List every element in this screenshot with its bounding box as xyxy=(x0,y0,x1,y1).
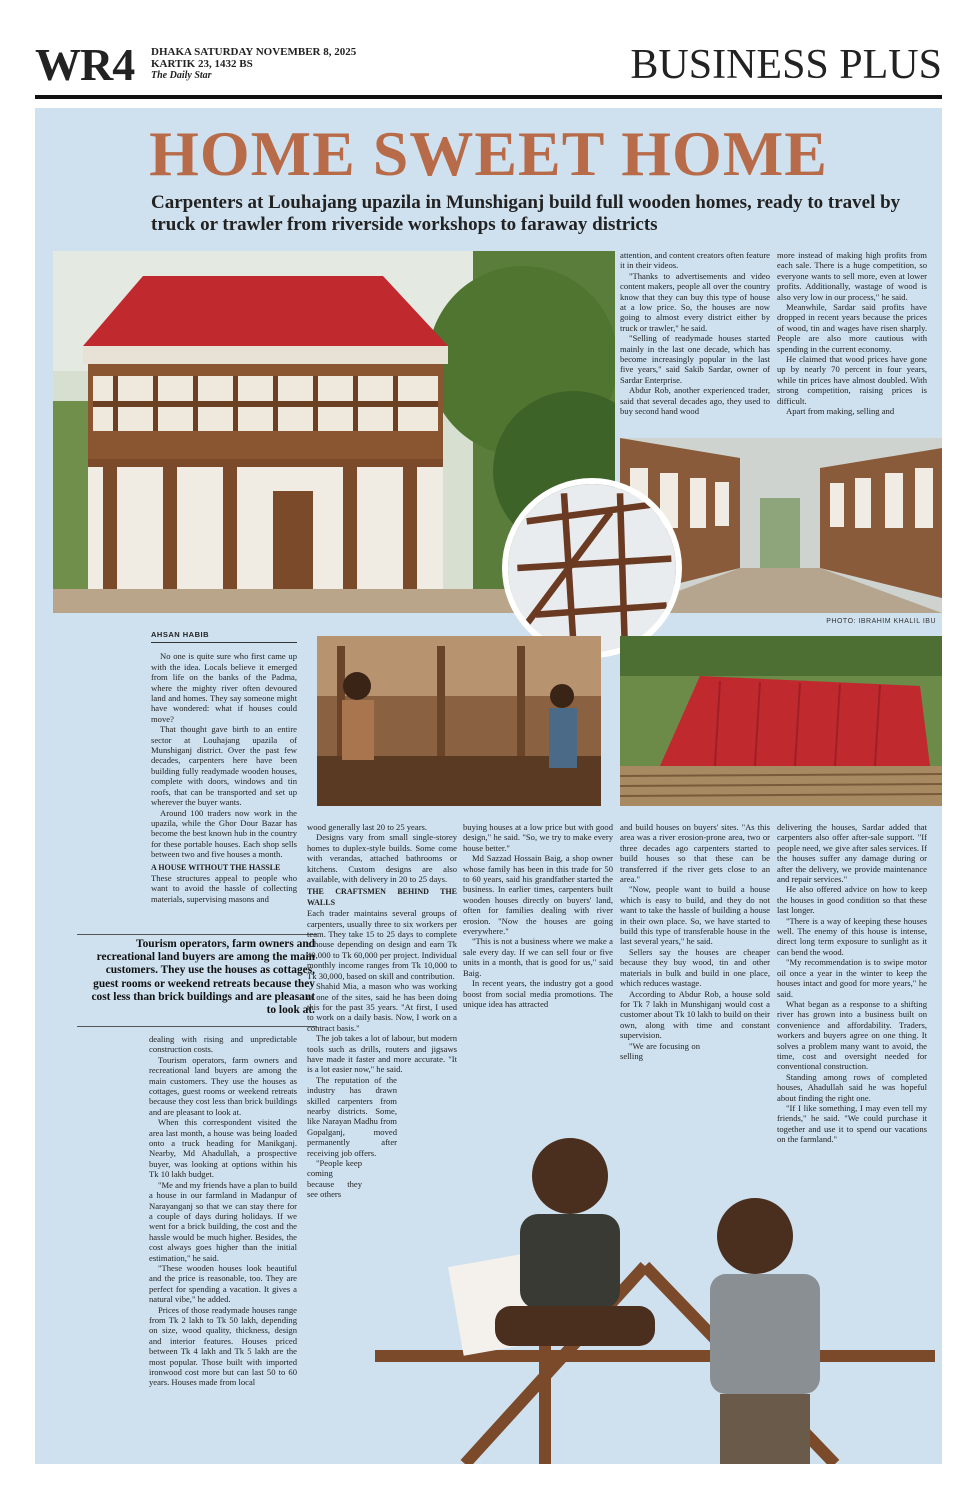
paragraph: "Selling of readymade houses started mainly in the last one decade, which has become increasingly popular in the last five years," said Sakib Sardar, owner of Sardar Enterprise. xyxy=(620,333,770,385)
paragraph: He claimed that wood prices have gone up by nearly 70 percent in four years, while tin prices have almost doubled. With strong competition, raising prices is difficult. xyxy=(777,354,927,406)
article-column-4-lower xyxy=(620,822,770,1061)
paragraph: The reputation of the industry has drawn skilled carpenters from nearby districts. Some, like Narayan Madhu from Gopalganj, moved permanently after receiving job offers. xyxy=(307,1074,397,1158)
paragraph: "There is a way of keeping these houses well. The enemy of this house is intense, direct long term exposure to sunlight as it can bend the wood. xyxy=(777,915,927,957)
paragraph: According to Abdur Rob, a house sold for Tk 7 lakh in Munshiganj would cost a customer about Tk 10 lakh to build on their own, along with time and constant supervision. xyxy=(620,988,770,1041)
paragraph: Standing among rows of completed houses, Ahadullah said he was hopeful about finding the right one. xyxy=(777,1071,927,1103)
photo-credit: PHOTO: IBRAHIM KHALIL IBU xyxy=(826,618,936,625)
pullquote: Tourism operators, farm owners and recreational land buyers are among the main customers. They use the houses as cottages, guest rooms or weekend retreats because they cost less than brick buildings and are pleasant to look at. xyxy=(91,938,315,1017)
photo-red-tin-roof xyxy=(620,636,942,806)
paragraph: The job takes a lot of labour, but modern tools such as drills, routers and jigsaws have made it faster and more accurate. "It is a lot easier now," he said. xyxy=(307,1033,457,1075)
paragraph: delivering the houses, Sardar added that carpenters also offer after-sale support. "If people need, we give after sales services. If the houses suffer any damage during or after the delivery, we provide maintenance and repair services." xyxy=(777,822,927,885)
section-title: BUSINESS PLUS xyxy=(630,42,942,88)
photo-roof-frame-inset xyxy=(502,478,682,658)
paragraph: "Now, people want to build a house which is easy to build, and they do not want to take the hassle of building a house in their own place. So, we have started to build this type of transferable house in the last several years," he said. xyxy=(620,884,770,947)
paragraph: "We are focusing on selling xyxy=(620,1040,700,1061)
paragraph: Shahid Mia, a mason who was working at one of the sites, said he has been doing this for the past 35 years. "At first, I used to work on a daily basis. Now, I work on a contract basis." xyxy=(307,981,457,1033)
article-column-5-upper xyxy=(777,250,927,417)
paragraph: "These wooden houses look beautiful and the price is reasonable, too. They are perfect for spending a vacation. It gives a natural vibe," he added. xyxy=(149,1262,297,1305)
paper-name: The Daily Star xyxy=(151,70,212,81)
paragraph: "If I like something, I may even tell my friends," he said. "We could purchase it together and use it to spend our vacations on the farmland." xyxy=(777,1102,927,1145)
pullquote-rule xyxy=(77,934,317,935)
dateline xyxy=(151,46,356,82)
article-panel xyxy=(35,108,942,1464)
paragraph: In recent years, the industry got a good boost from social media promotions. The unique idea has attracted xyxy=(463,978,613,1009)
paragraph: and build houses on buyers' sites. "As this area was a river erosion-prone area, two or three decades ago carpenters started to build houses so that these can be transferred if the river gets close to an area." xyxy=(620,822,770,885)
paragraph: attention, and content creators often feature it in their videos. xyxy=(620,250,770,271)
photo-workshop xyxy=(317,636,601,806)
subhead: A HOUSE WITHOUT THE HASSLE xyxy=(151,862,281,872)
paragraph: Tourism operators, farm owners and recreational land buyers are among the main customers. They use the houses as cottages, guest rooms or weekend retreats because they cost less than brick buildings and are pleasant to look at. xyxy=(149,1054,297,1117)
paragraph: Abdur Rob, another experienced trader, said that several decades ago, they used to buy second hand wood xyxy=(620,385,770,417)
masthead-rule xyxy=(35,95,942,99)
paragraph: What began as a response to a shifting river has grown into a business built on convenience and affordability. Traders, workers and buyers agree on one thing. It solves a problem many want to avoid, the time, cost and oversight needed for conventional construction. xyxy=(777,998,927,1072)
headline: HOME SWEET HOME xyxy=(149,118,828,189)
masthead xyxy=(35,40,942,90)
paragraph: Designs vary from small single-storey homes to duplex-style builds. Some come with verandas, attached bathrooms or kitchens. Custom designs are also available, with delivery in 20 to 25 days. xyxy=(307,832,457,885)
paragraph: "My recommendation is to swipe motor oil once a year in the winter to keep the houses intact and good for more years," he said. xyxy=(777,957,927,999)
paragraph: buying houses at a low price but with good design," he said. "So, we try to make every house better." xyxy=(463,822,613,853)
article-column-1-upper xyxy=(151,630,297,904)
byline: AHSAN HABIB xyxy=(151,630,297,643)
subhead: THE CRAFTSMEN BEHIND THE WALLS xyxy=(307,887,457,907)
article-column-5-lower xyxy=(777,822,927,1145)
article-column-4-upper xyxy=(620,250,770,417)
date-line-1: DHAKA SATURDAY NOVEMBER 8, 2025 xyxy=(151,46,357,58)
paragraph: dealing with rising and unpredictable construction costs. xyxy=(149,1034,297,1055)
paragraph: Each trader maintains several groups of carpenters, usually three to six workers per team. They take 15 to 25 days to complete a house depending on design and earn Tk 40,000 to Tk 60,000 per project. Individual monthly income ranges from Tk 10,000 to Tk 30,000, based on skill and contribution. xyxy=(307,908,457,981)
paragraph: more instead of making high profits from each sale. There is a huge competition, so everyone wants to sell more, even at lower profits. Additionally, wastage of wood is also very low in our process," he said. xyxy=(777,250,927,302)
paragraph: Around 100 traders now work in the upazila, while the Ghor Dour Bazar has become the best known hub in the country for these portable houses. Each shop sells between two and five houses a month. xyxy=(151,807,297,860)
deck: Carpenters at Louhajang upazila in Munshiganj build full wooden homes, ready to travel by truck or trawler from riverside workshops to faraway districts xyxy=(151,192,901,235)
paragraph: "This is not a business where we make a sale every day. If we can sell four or five units in a month, that is good for us," said Baig. xyxy=(463,936,613,978)
paragraph: Apart from making, selling and xyxy=(786,406,895,417)
paragraph: When this correspondent visited the area last month, a house was being loaded onto a truck heading for Manikganj. Nearby, Md Ahadullah, a prospective buyer, was looking at options within his Tk 10 lakh budget. xyxy=(149,1117,297,1180)
paragraph: Meanwhile, Sardar said profits have dropped in recent years because the prices of wood, tin and wages have risen sharply. People are also more cautious with spending in the current economy. xyxy=(777,302,927,354)
paragraph: Sellers say the houses are cheaper because they buy wood, tin and other materials in bulk and build in one place, which reduces wastage. xyxy=(620,946,770,989)
paragraph: These structures appeal to people who want to avoid the hassle of collecting materials, supervising masons and xyxy=(151,872,297,904)
paragraph: He also offered advice on how to keep the houses in good condition so that these last longer. xyxy=(777,884,927,916)
article-column-3 xyxy=(463,822,613,1009)
paragraph: No one is quite sure who first came up with the idea. Locals believe it emerged from life on the banks of the Padma, where the mighty river often devoured land and homes. They say someone might have wondered: what if houses could move? xyxy=(151,651,297,724)
page-code: WR4 xyxy=(35,39,135,90)
pullquote-rule xyxy=(77,1026,317,1027)
paragraph: "Thanks to advertisements and video content makers, people all over the country know that they can buy this type of house at a low price. So, the houses are now going to almost every district either by truck or trawler," he said. xyxy=(620,270,770,333)
paragraph: Prices of those readymade houses range from Tk 2 lakh to Tk 50 lakh, depending on size, wood quality, thickness, design and interior features. Houses priced between Tk 4 lakh and Tk 5 lakh are the most popular. Those built with imported ironwood cost more but can last 50 to 60 years. Houses made from local xyxy=(149,1304,297,1388)
paragraph: "People keep coming because they see others xyxy=(307,1158,362,1200)
date-line-2: KARTIK 23, 1432 BS xyxy=(151,58,253,70)
paragraph: "Me and my friends have a plan to build a house in our farmland in Madanpur of Narayanganj so that we can stay there for a couple of days during holidays. If we went for a brick building, the cost and the hassle would be much higher. Besides, the cost always goes higher than the initial estimation," he said. xyxy=(149,1179,297,1263)
paragraph: wood generally last 20 to 25 years. xyxy=(307,822,428,832)
paragraph: Md Sazzad Hossain Baig, a shop owner whose family has been in this trade for 50 to 60 years, said his grandfather started the business. In earlier times, carpenters built wooden houses directly on buyers' land, often for families dealing with river erosion. "Now the houses are going everywhere." xyxy=(463,853,613,937)
article-column-1-lower xyxy=(149,1034,297,1388)
paragraph: That thought gave birth to an entire sector at Louhajang upazila of Munshiganj district. Over the past few decades, carpenters here have been building fully readymade wooden houses, complete with doors, windows and tin roofs, that can be transported and set up wherever the buyer wants. xyxy=(151,724,297,808)
article-column-2 xyxy=(307,822,457,1200)
